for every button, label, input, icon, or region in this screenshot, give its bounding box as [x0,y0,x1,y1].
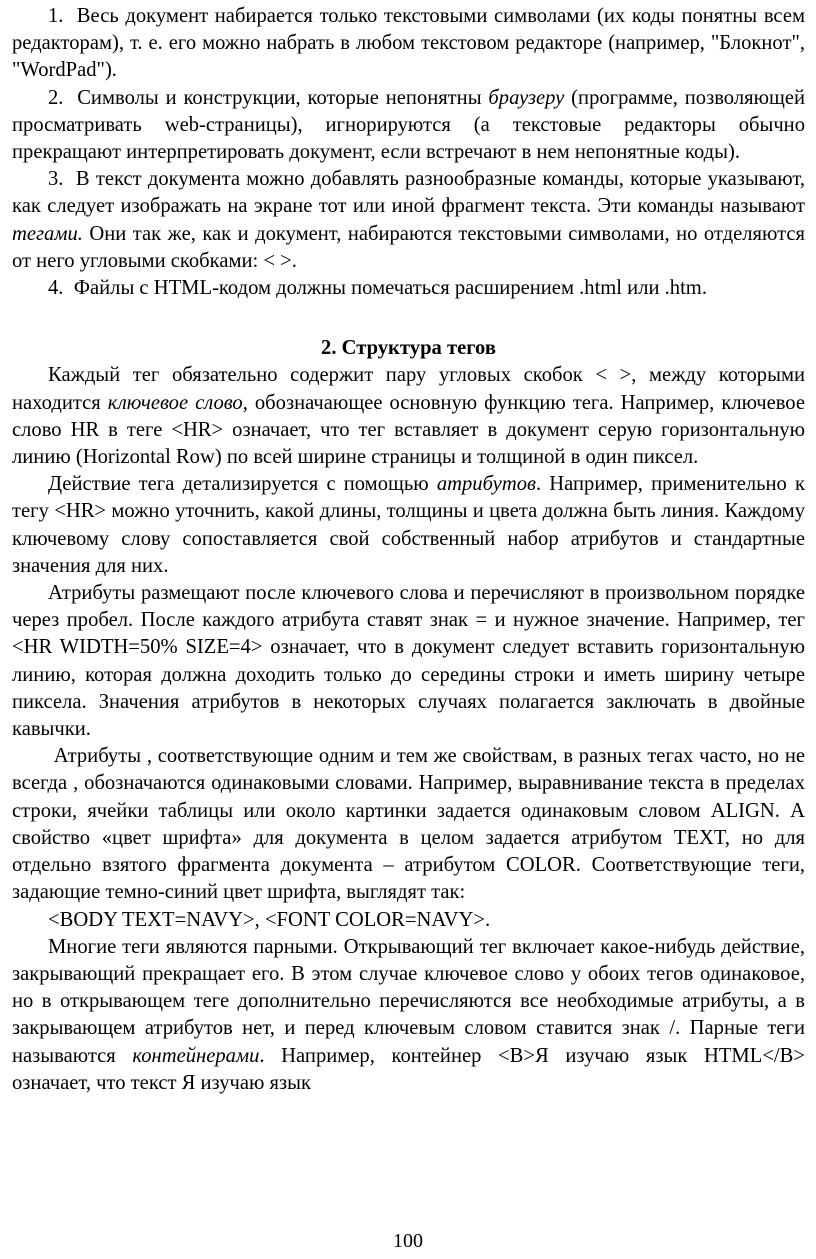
section-title: 2. Структура тегов [321,337,496,360]
list-item-2 [12,85,805,167]
term-browser: браузеру [488,86,565,109]
list-item-1 [12,3,805,85]
term-attributes: атрибутов [436,473,536,496]
paragraph-1-text-b: , обозначающее основную функцию тега. Например, ключевое слово HR в теге <HR> означает, что тег вставляет в документ серую горизонтальную линию (Horizontal Row) по всей ширине страницы и толщиной в один пиксел. [12,391,805,469]
paragraph-5-text-b: . Например, контейнер <B>Я изучаю язык HTML</B> означает, что текст Я изучаю язык [12,1044,805,1094]
paragraph-2-text-a: Действие тега детализируется с помощью [48,473,437,496]
spacer [12,302,805,329]
paragraph-5-text-a: Многие теги являются парными. Открывающий тег включает какое-нибудь действие, закрывающий прекращает его. В этом случае ключевое слово у обоих тегов одинаковое, но в открывающем теге дополнительно перечисляются все необходимые атрибуты, а в закрывающем атрибутов нет, и перед ключевым словом ставится знак /. Парные теги называются [12,935,805,1067]
page-number: 100 [393,1230,423,1252]
document-body [12,3,805,1097]
list-item-2-text-b: (программе, позволяющей просматривать web-страницы), игнорируются (а текстовые редакторы обычно прекращают интерпретировать документ, если встречают в нем непонятные коды). [12,86,805,164]
term-tags: тегами. [12,222,83,245]
list-item-2-text-a: 2. Символы и конструкции, которые непонятны [48,86,489,109]
paragraph-1-text-a: Каждый тег обязательно содержит пару угловых скобок < >, между которыми находится [12,364,805,414]
list-item-3 [12,166,805,275]
list-item-4-text: 4. Файлы с HTML-кодом должны помечаться расширением .html или .htm. [48,277,707,300]
list-item-1-text: 1. Весь документ набирается только текстовыми символами (их коды понятны всем редакторам), т. е. его можно набрать в любом текстовом редакторе (например, "Блокнот", "WordPad"). [12,5,805,82]
paragraph-3: Атрибуты размещают после ключевого слова и перечисляют в произвольном порядке через пробел. После каждого атрибута ставят знак = и нужное значение. Например, тег <HR WIDTH=50% SIZE=4> означает, что в документ следует вставить горизонтальную линию, которая должна доходить только до середины строки и иметь ширину четыре пиксела. Значения атрибутов в некоторых случаях полагается заключать в двойные кавычки. [12,582,805,741]
paragraph-5 [12,934,805,1097]
paragraph-2-text-b: . Например, применительно к тегу <HR> можно уточнить, какой длины, толщины и цвета должна быть линия. Каждому ключевому слову сопоставляется свой собственный набор атрибутов и стандартные значения для них. [12,473,805,577]
list-item-4 [12,275,805,302]
paragraph-4: Атрибуты , соответствующие одним и тем же свойствам, в разных тегах часто, но не всегда , обозначаются одинаковыми словами. Например, выравнивание текста в пределах строки, ячейки таблицы или около картинки задается одинаковым словом ALIGN. А свойство «цвет шрифта» для документа в целом задается атрибутом TEXT, но для отдельно взятого фрагмента документа – атрибутом COLOR. Соответствующие теги, задающие темно-синий цвет шрифта, выглядят так: [12,745,806,904]
paragraph-1 [12,362,805,471]
term-keyword: ключевое слово [107,391,243,414]
term-containers: контейнерами [132,1044,260,1067]
list-item-3-text-b: Они так же, как и документ, набираются текстовыми символами, но отделяются от него угловыми скобками: < >. [12,222,805,272]
paragraph-2 [12,471,805,580]
list-item-3-text-a: 3. В текст документа можно добавлять разнообразные команды, которые указывают, как следует изображать на экране тот или иной фрагмент текста. Эти команды называют [12,168,805,218]
code-example: <BODY TEXT=NAVY>, <FONT COLOR=NAVY>. [48,908,491,931]
